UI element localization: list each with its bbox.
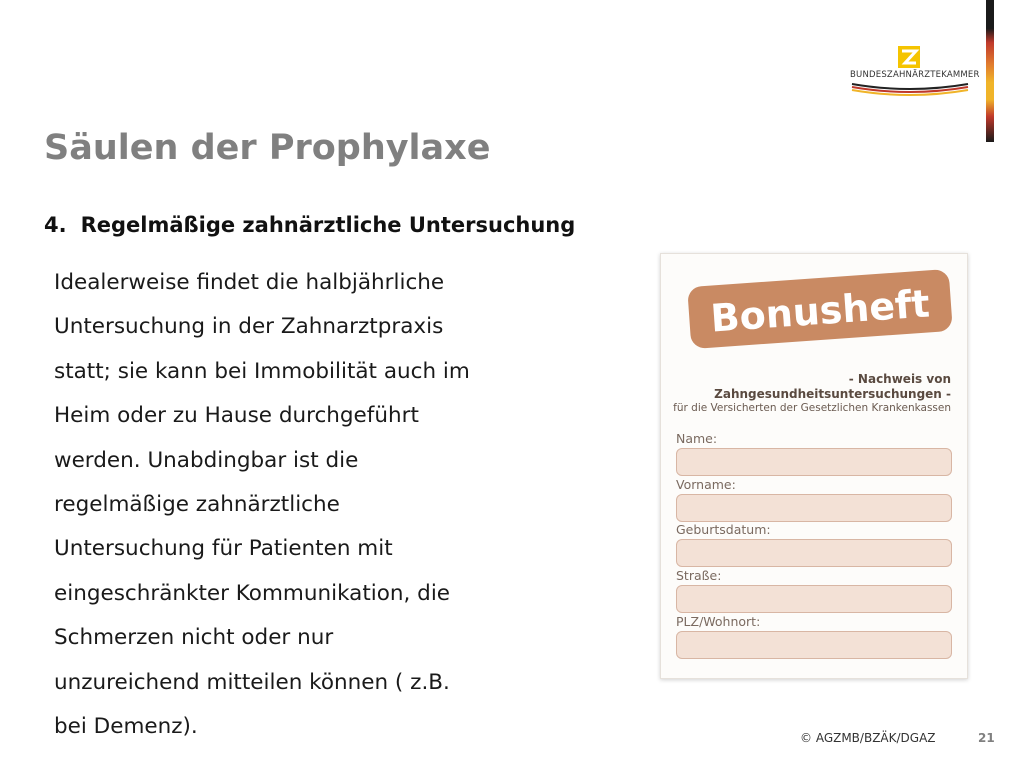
body-line: Schmerzen nicht oder nur	[54, 625, 334, 651]
field-box-geburtsdatum	[676, 539, 952, 567]
field-label-vorname: Vorname:	[676, 477, 736, 492]
logo-swoosh-icon	[850, 80, 970, 98]
field-box-strasse	[676, 585, 952, 613]
field-label-strasse: Straße:	[676, 568, 722, 583]
flag-color-bar	[986, 0, 994, 142]
body-paragraph	[54, 261, 614, 749]
bonusheft-subtitle-1: - Nachweis von	[848, 372, 951, 386]
subheading-number: 4.	[44, 213, 67, 237]
body-line: regelmäßige zahnärztliche	[54, 492, 340, 518]
slide-subheading	[44, 213, 575, 237]
body-line: statt; sie kann bei Immobilität auch im	[54, 358, 470, 384]
slide-title: Säulen der Prophylaxe	[44, 128, 491, 168]
bonusheft-badge	[685, 268, 955, 350]
field-box-name	[676, 448, 952, 476]
bzaek-logo	[850, 46, 980, 98]
field-label-geburtsdatum: Geburtsdatum:	[676, 522, 771, 537]
field-box-vorname	[676, 494, 952, 522]
field-label-plz-wohnort: PLZ/Wohnort:	[676, 614, 761, 629]
body-line: bei Demenz).	[54, 714, 198, 740]
footer-copyright: © AGZMB/BZÄK/DGAZ	[800, 731, 936, 745]
page-number: 21	[978, 731, 995, 745]
field-box-plz-wohnort	[676, 631, 952, 659]
body-line: unzureichend mitteilen können ( z.B.	[54, 669, 450, 695]
body-line: Untersuchung in der Zahnarztpraxis	[54, 314, 444, 340]
bonusheft-title: Bonusheft	[709, 281, 932, 341]
field-label-name: Name:	[676, 431, 718, 446]
bonusheft-subtitle-2: Zahngesundheitsuntersuchungen -	[714, 387, 951, 401]
bonusheft-image	[660, 253, 968, 679]
body-line: Untersuchung für Patienten mit	[54, 536, 393, 562]
logo-text: BUNDESZAHNÄRZTEKAMMER	[850, 70, 980, 80]
body-line: werden. Unabdingbar ist die	[54, 447, 359, 473]
body-line: Idealerweise findet die halbjährliche	[54, 270, 445, 295]
bonusheft-subtitle-3: für die Versicherten der Gesetzlichen Krankenkassen	[673, 402, 951, 414]
body-line: Heim oder zu Hause durchgeführt	[54, 403, 419, 429]
subheading-text: Regelmäßige zahnärztliche Untersuchung	[80, 213, 576, 237]
body-line: eingeschränkter Kommunikation, die	[54, 580, 451, 606]
logo-z-icon	[898, 46, 920, 68]
